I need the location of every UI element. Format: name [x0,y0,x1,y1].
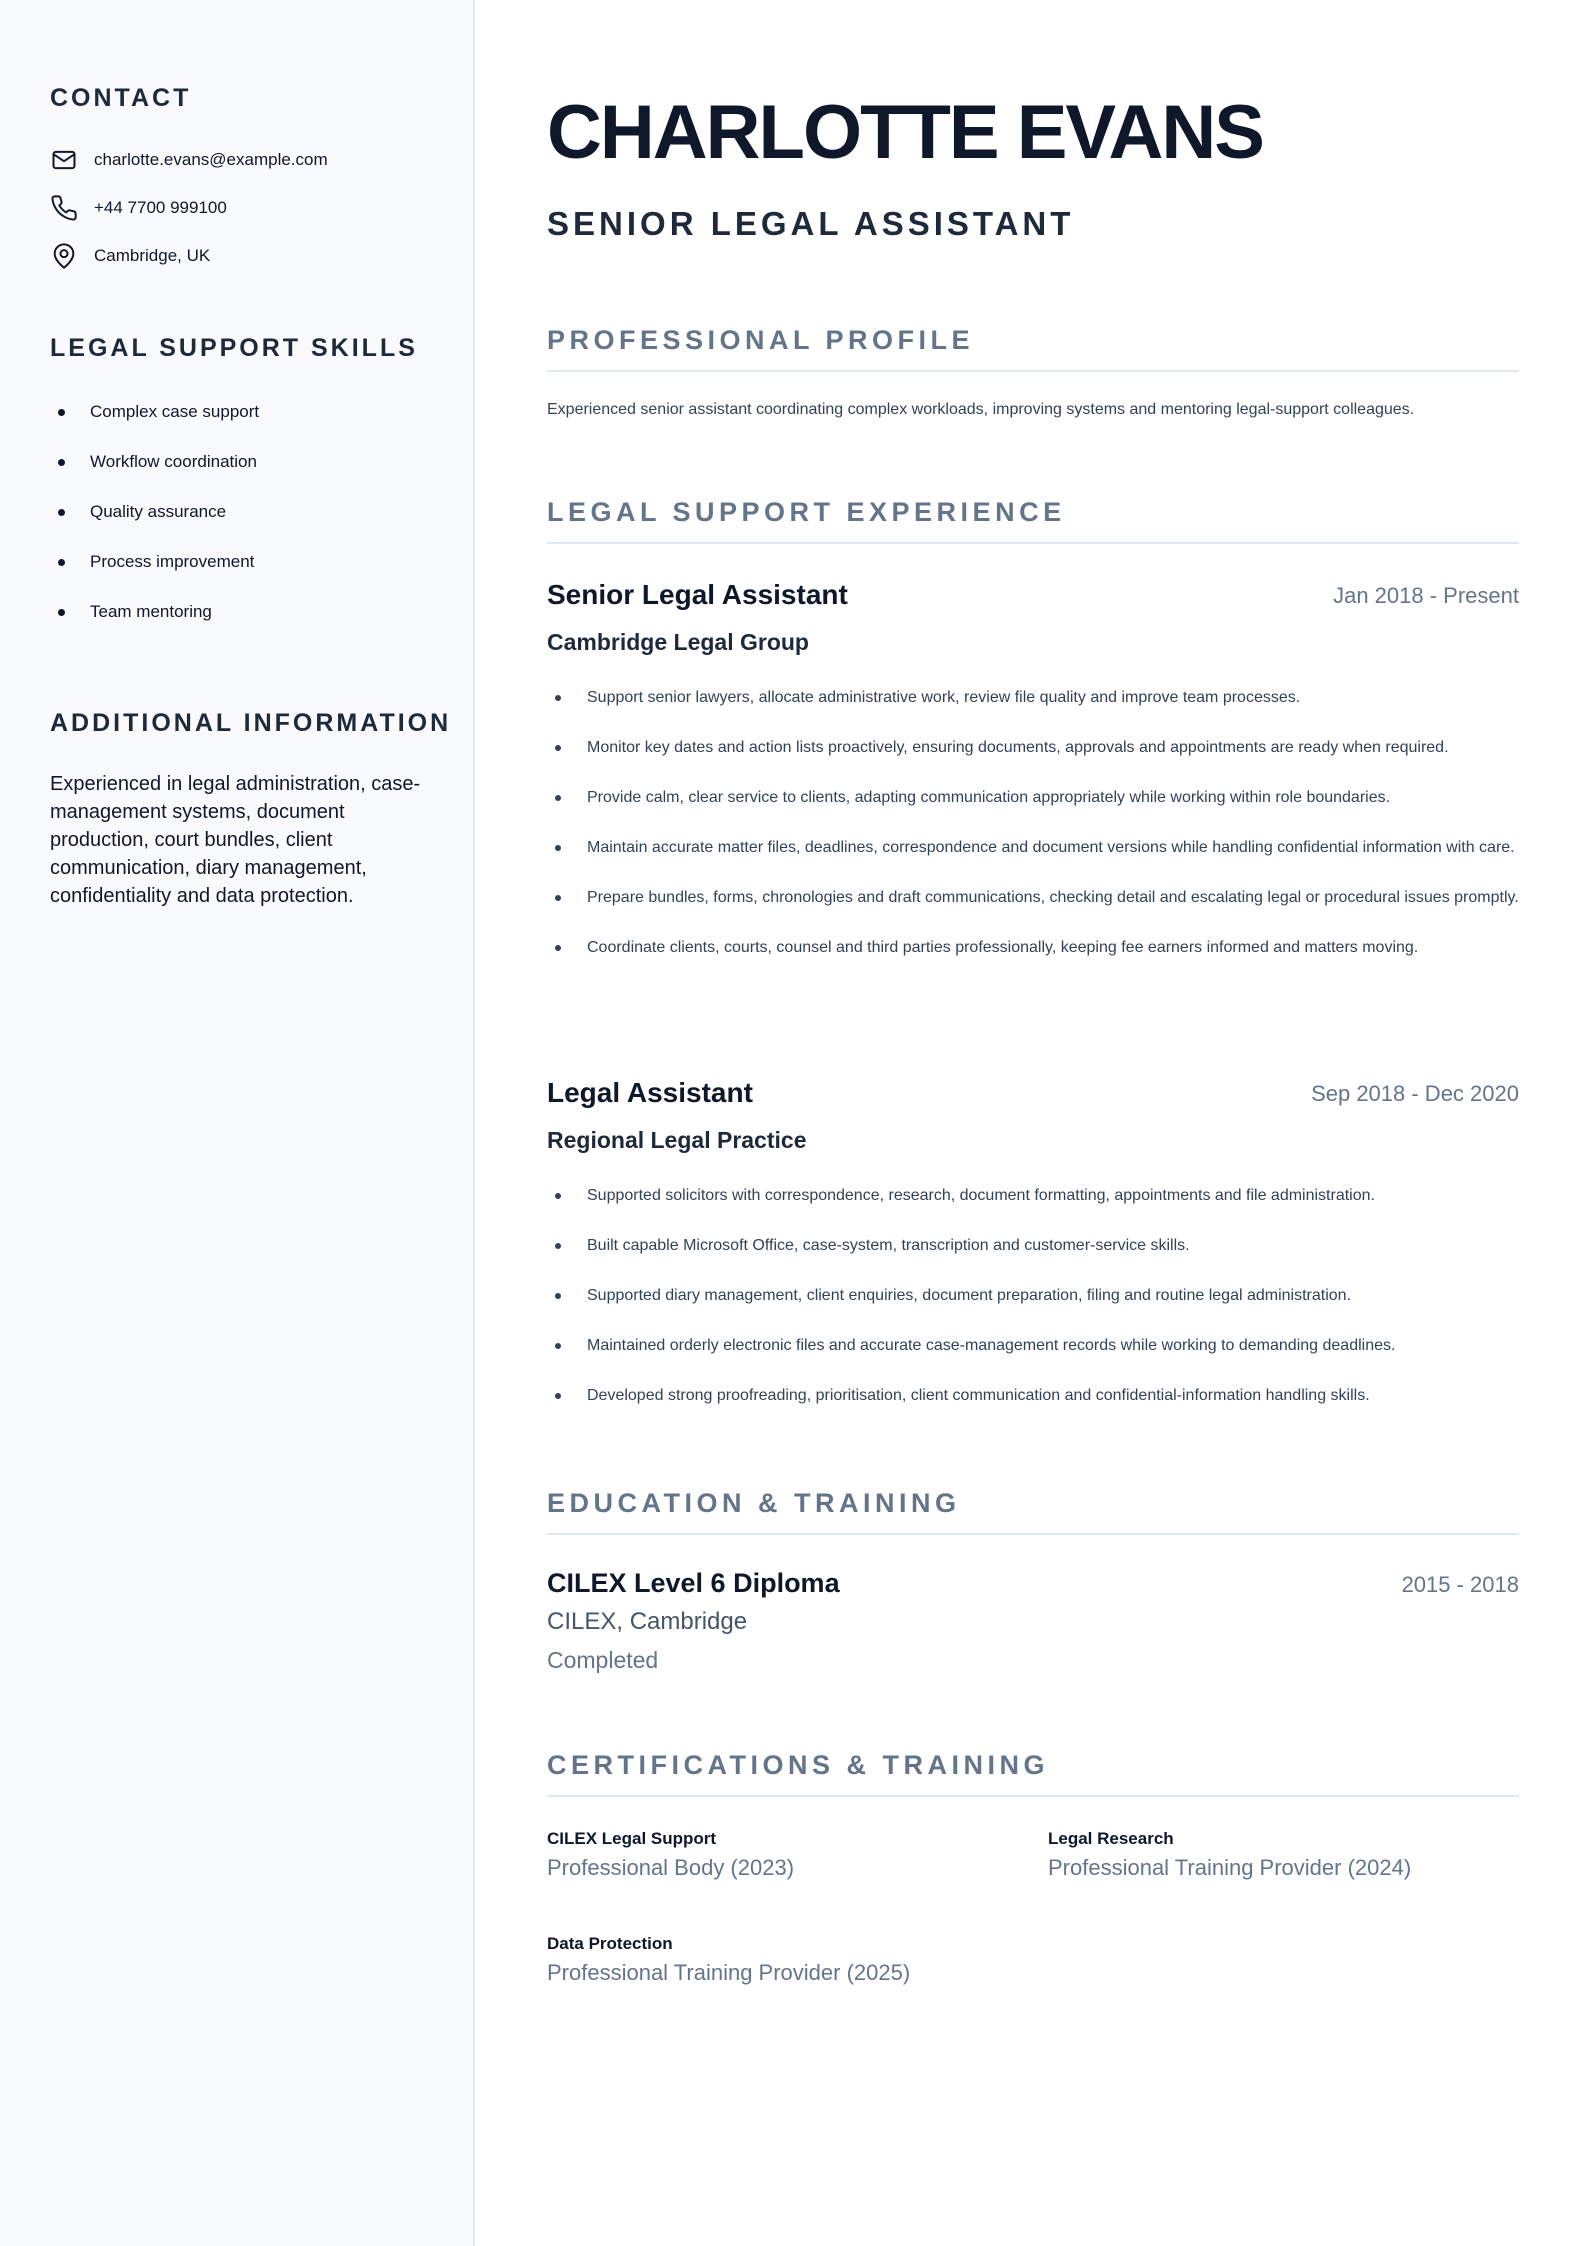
list-item [547,1179,1519,1213]
contact-phone-text: +44 7700 999100 [94,198,227,217]
bullet-text: Supported diary management, client enquiries, document preparation, filing and routine legal administration. [587,1287,1352,1304]
contact-email-text: charlotte.evans@example.com [94,150,328,169]
list-item [50,495,259,545]
job-dates: Jan 2018 - Present [1333,583,1519,608]
phone-icon [50,194,78,222]
bullet-icon [58,509,65,516]
bullet-text: Prepare bundles, forms, chronologies and draft communications, checking detail and escalating legal or procedural issues promptly. [587,889,1519,906]
bullet-text: Maintain accurate matter files, deadlines, correspondence and document versions while handling confidential information with care. [587,839,1515,856]
skill-label: Quality assurance [90,502,227,521]
list-item [50,545,259,595]
bullet-text: Monitor key dates and action lists proactively, ensuring documents, approvals and appointments are ready when required. [587,739,1449,756]
job-role: Legal Assistant [547,1077,753,1108]
education-institution: CILEX, Cambridge [547,1608,748,1635]
bullet-text: Maintained orderly electronic files and accurate case-management records while working to demanding deadlines. [587,1337,1396,1354]
mail-icon [50,146,78,174]
certification-name: CILEX Legal Support [547,1829,717,1848]
job-header [547,579,1519,619]
company-name: Cambridge Legal Group [547,629,809,655]
skill-label: Workflow coordination [90,452,257,471]
education-dates: 2015 - 2018 [1401,1572,1519,1597]
bullet-icon [555,795,561,801]
job-header [547,1077,1519,1117]
contact-email[interactable] [50,144,328,176]
contact-location [50,240,210,272]
skill-label: Team mentoring [90,602,212,621]
bullet-icon [58,459,65,466]
certification-provider: Professional Body (2023) [547,1855,795,1880]
bullet-icon [555,1243,561,1249]
candidate-name: CHARLOTTE EVANS [547,90,1263,175]
bullet-icon [555,845,561,851]
certifications-heading: CERTIFICATIONS & TRAINING [547,1750,1519,1797]
skill-label: Complex case support [90,402,260,421]
list-item [547,781,1519,815]
bullet-icon [555,1193,561,1199]
bullet-icon [555,1343,561,1349]
profile-text: Experienced senior assistant coordinating complex workloads, improving systems and mentoring legal-support colleagues. [547,401,1415,418]
additional-text: Experienced in legal administration, case-management systems, document production, court bundles, client communication, diary management, confidentiality and data protection. [50,773,421,907]
bullet-icon [58,409,65,416]
list-item [547,1279,1519,1313]
company-name: Regional Legal Practice [547,1127,807,1153]
skills-heading: LEGAL SUPPORT SKILLS [50,334,418,362]
list-item [50,395,259,445]
skill-label: Process improvement [90,552,255,571]
certification-item [547,1934,1027,1986]
contact-heading: CONTACT [50,84,192,112]
list-item [50,595,259,645]
bullet-text: Coordinate clients, courts, counsel and third parties professionally, keeping fee earners informed and matters moving. [587,939,1419,956]
experience-heading: LEGAL SUPPORT EXPERIENCE [547,497,1519,544]
bullet-icon [58,609,65,616]
contact-location-text: Cambridge, UK [94,246,211,265]
certification-name: Data Protection [547,1934,673,1953]
candidate-title: SENIOR LEGAL ASSISTANT [547,205,1075,242]
job-bullets [547,681,1519,981]
education-status: Completed [547,1647,659,1673]
bullet-text: Support senior lawyers, allocate administrative work, review file quality and improve team processes. [587,689,1301,706]
certification-item [1048,1829,1528,1881]
list-item [547,1329,1519,1363]
bullet-icon [555,745,561,751]
certification-provider: Professional Training Provider (2025) [547,1960,911,1985]
list-item [547,1229,1519,1263]
certification-item [547,1829,1027,1881]
bullet-icon [555,1393,561,1399]
bullet-icon [58,559,65,566]
job-dates: Sep 2018 - Dec 2020 [1311,1081,1519,1106]
bullet-text: Built capable Microsoft Office, case-system, transcription and customer-service skills. [587,1237,1190,1254]
sidebar [0,0,475,2246]
list-item [50,445,259,495]
additional-heading: ADDITIONAL INFORMATION [50,709,452,737]
list-item [547,1379,1519,1413]
profile-heading: PROFESSIONAL PROFILE [547,325,1519,372]
bullet-icon [555,1293,561,1299]
list-item [547,831,1519,865]
skills-list [50,395,259,645]
certification-name: Legal Research [1048,1829,1174,1848]
list-item [547,881,1519,915]
bullet-icon [555,945,561,951]
contact-phone[interactable] [50,192,227,224]
certification-provider: Professional Training Provider (2024) [1048,1855,1412,1880]
bullet-icon [555,895,561,901]
bullet-text: Supported solicitors with correspondence, research, document formatting, appointments and file administration. [587,1187,1375,1204]
list-item [547,931,1519,965]
education-heading: EDUCATION & TRAINING [547,1488,1519,1535]
job-role: Senior Legal Assistant [547,579,848,610]
bullet-icon [555,695,561,701]
bullet-text: Developed strong proofreading, prioritisation, client communication and confidential-information handling skills. [587,1387,1370,1404]
list-item [547,681,1519,715]
main-content [547,0,1519,2246]
map-pin-icon [50,242,78,270]
bullet-text: Provide calm, clear service to clients, adapting communication appropriately while working within role boundaries. [587,789,1391,806]
education-degree: CILEX Level 6 Diploma [547,1568,840,1598]
list-item [547,731,1519,765]
job-bullets [547,1179,1519,1429]
